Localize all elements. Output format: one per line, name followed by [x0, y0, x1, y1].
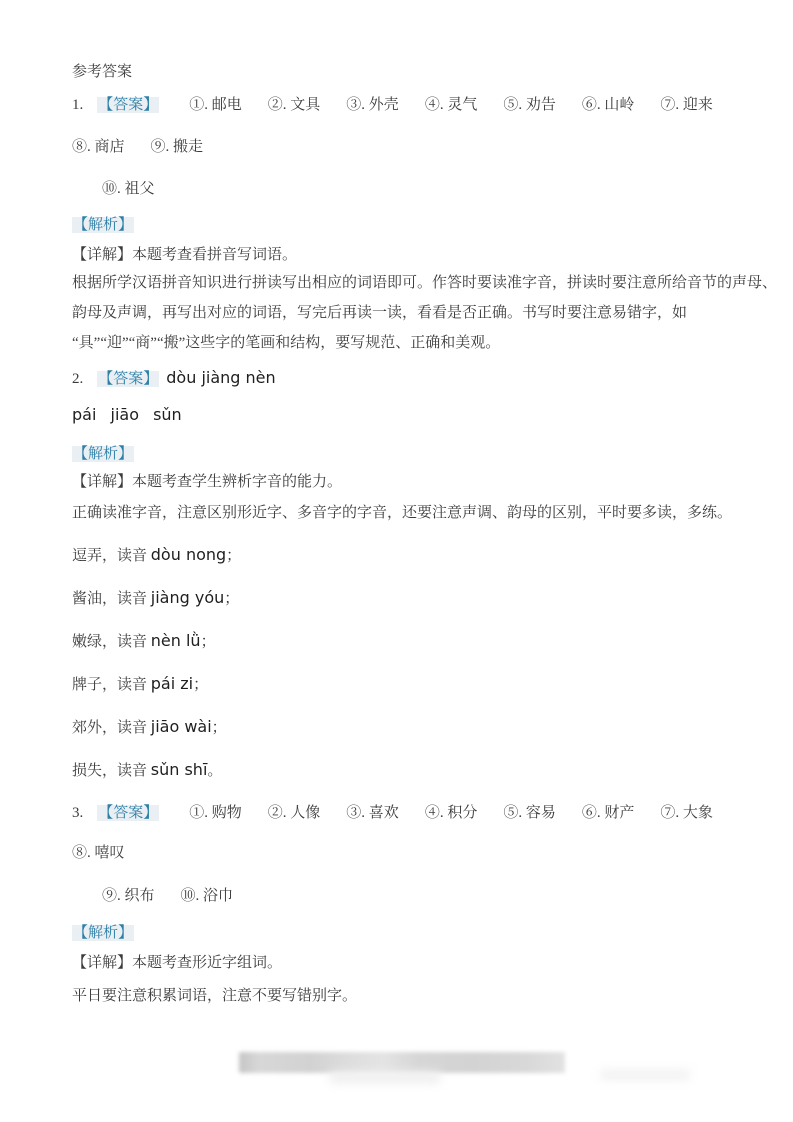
reading-punctuation: ；: [193, 677, 209, 693]
reading-word: 牌子，读音: [72, 677, 151, 693]
reading-pinyin: sǔn shī: [150, 760, 208, 779]
q2-body-line: 正确读准字音，注意区别形近字、多音字的字音，还要注意声调、韵母的区别，平时要多读，多练。: [72, 505, 733, 521]
reading-punctuation: ；: [200, 634, 216, 650]
answer-item: ⑩. 祖父: [102, 181, 155, 197]
reading-punctuation: ；: [226, 548, 242, 564]
q3-answer-row-2: [72, 843, 741, 863]
q3-answer-row-3: [102, 886, 741, 906]
reading-line: [72, 588, 741, 609]
answer-item: ⑥. 山岭: [581, 97, 635, 113]
answer-item: ⑨. 搬走: [150, 139, 204, 155]
q1-answer-row-3: [102, 179, 741, 199]
reading-word: 损失，读音: [72, 763, 151, 779]
q1-analysis-line: [72, 215, 741, 235]
answer-item: ④. 灵气: [424, 97, 478, 113]
answer-item: ⑩. 浴巾: [180, 888, 234, 904]
q3-answer-items-row1: [189, 803, 713, 823]
redaction-watermark-smudge: [600, 1070, 690, 1080]
reading-pinyin: nèn lǜ: [150, 631, 201, 650]
q1-answer-row-1: [72, 95, 741, 115]
redaction-watermark: [239, 1052, 565, 1073]
q2-analysis-line: [72, 444, 741, 464]
analysis-tag: 【解析】: [73, 217, 134, 233]
q2-number: 2.: [72, 371, 84, 387]
reading-line: [72, 631, 741, 652]
answer-item: ⑨. 织布: [102, 888, 155, 904]
reading-word: 嫩绿，读音: [72, 634, 151, 650]
q3-detail-line: 【详解】本题考查形近字组词。: [72, 955, 283, 971]
answer-key-title: 参考答案: [72, 64, 133, 80]
reading-punctuation: ；: [211, 720, 227, 736]
answer-item: ⑤. 劝告: [503, 97, 556, 113]
q3-answer-items-row2: [72, 843, 125, 863]
q2-pinyin-line-1: dòu jiàng nèn: [166, 368, 276, 387]
q1-answer-items-row3: [102, 179, 155, 199]
q3-number: 3.: [72, 805, 84, 821]
q2-readings: [72, 545, 741, 781]
q3-body-line: 平日要注意积累词语，注意不要写错别字。: [72, 988, 358, 1004]
answer-item: ④. 积分: [424, 805, 478, 821]
q1-answer-tag: 【答案】: [98, 97, 159, 113]
q2-answer-row: [72, 368, 741, 389]
answer-item: ①. 购物: [189, 805, 242, 821]
reading-word: 酱油，读音: [72, 591, 151, 607]
q2-answer-tag: 【答案】: [98, 371, 159, 387]
reading-line: [72, 717, 741, 738]
answer-item: ③. 喜欢: [346, 805, 399, 821]
reading-word: 逗弄，读音: [72, 548, 151, 564]
analysis-tag: 【解析】: [73, 446, 134, 462]
answer-item: ⑧. 嘻叹: [72, 845, 125, 861]
analysis-tag: 【解析】: [73, 925, 134, 941]
answer-item: ⑧. 商店: [72, 139, 125, 155]
reading-line: [72, 545, 741, 566]
answer-item: ⑤. 容易: [503, 805, 556, 821]
answer-item: ①. 邮电: [189, 97, 242, 113]
answer-item: ③. 外壳: [346, 97, 399, 113]
q3-answer-row-1: [72, 803, 741, 823]
body-line: “具”“迎”“商”“搬”这些字的笔画和结构，要写规范、正确和美观。: [72, 335, 501, 351]
reading-punctuation: ；: [224, 591, 240, 607]
q1-answer-row-2: [72, 137, 741, 157]
reading-pinyin: dòu nong: [150, 545, 227, 564]
q1-answer-items-row1: [189, 95, 713, 115]
answer-item: ②. 文具: [267, 97, 321, 113]
q3-answer-tag: 【答案】: [98, 805, 159, 821]
q1-detail-line: 【详解】本题考查看拼音写词语。: [72, 247, 298, 263]
reading-punctuation: 。: [207, 763, 223, 779]
reading-pinyin: pái zi: [150, 674, 194, 693]
q1-body: [72, 273, 778, 353]
reading-line: [72, 674, 741, 695]
q1-number: 1.: [72, 97, 84, 113]
q2-detail-line: 【详解】本题考查学生辨析字音的能力。: [72, 474, 343, 490]
q2-pinyin-line-2: pái jiāo sǔn: [72, 405, 182, 424]
q1-answer-items-row2: [72, 137, 203, 157]
q3-answer-items-row3: [102, 886, 233, 906]
q3-analysis-line: [72, 923, 741, 943]
answer-item: ⑥. 财产: [581, 805, 635, 821]
answer-item: ⑦. 迎来: [660, 97, 713, 113]
reading-pinyin: jiàng yóu: [150, 588, 225, 607]
redaction-watermark-smudge: [330, 1071, 440, 1083]
reading-word: 郊外，读音: [72, 720, 151, 736]
reading-pinyin: jiāo wài: [150, 717, 212, 736]
answer-item: ⑦. 大象: [660, 805, 713, 821]
answer-item: ②. 人像: [267, 805, 321, 821]
reading-line: [72, 760, 741, 781]
body-line: 根据所学汉语拼音知识进行拼读写出相应的词语即可。作答时要读准字音，拼读时要注意所给音节的声母、: [72, 275, 778, 291]
body-line: 韵母及声调，再写出对应的词语，写完后再读一读，看看是否正确。书写时要注意易错字，如: [72, 305, 688, 321]
